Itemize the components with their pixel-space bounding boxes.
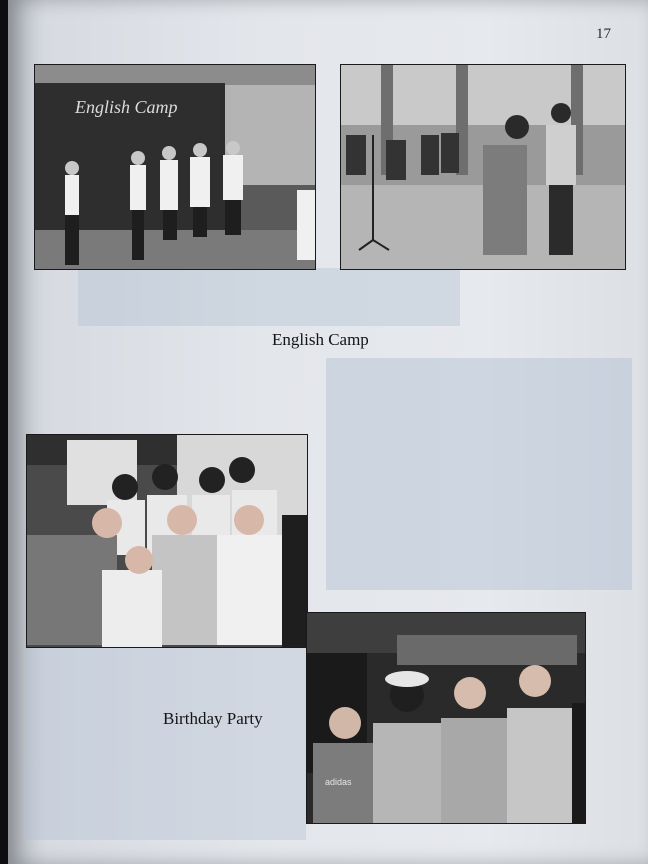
faded-background-panel xyxy=(78,268,460,326)
birthday-group-photo xyxy=(26,434,308,648)
english-camp-caption: English Camp xyxy=(272,330,369,349)
shirt-logo-text: adidas xyxy=(325,777,352,787)
faded-background-panel xyxy=(26,645,306,840)
page-number: 17 xyxy=(596,26,611,42)
book-page xyxy=(8,0,648,864)
english-camp-stage-photo xyxy=(34,64,316,270)
birthday-party-caption: Birthday Party xyxy=(163,709,263,728)
faded-background-panel xyxy=(326,358,632,590)
stage-banner-text: English Camp xyxy=(75,97,178,117)
birthday-friends-photo xyxy=(306,612,586,824)
english-camp-microphone-photo xyxy=(340,64,626,270)
